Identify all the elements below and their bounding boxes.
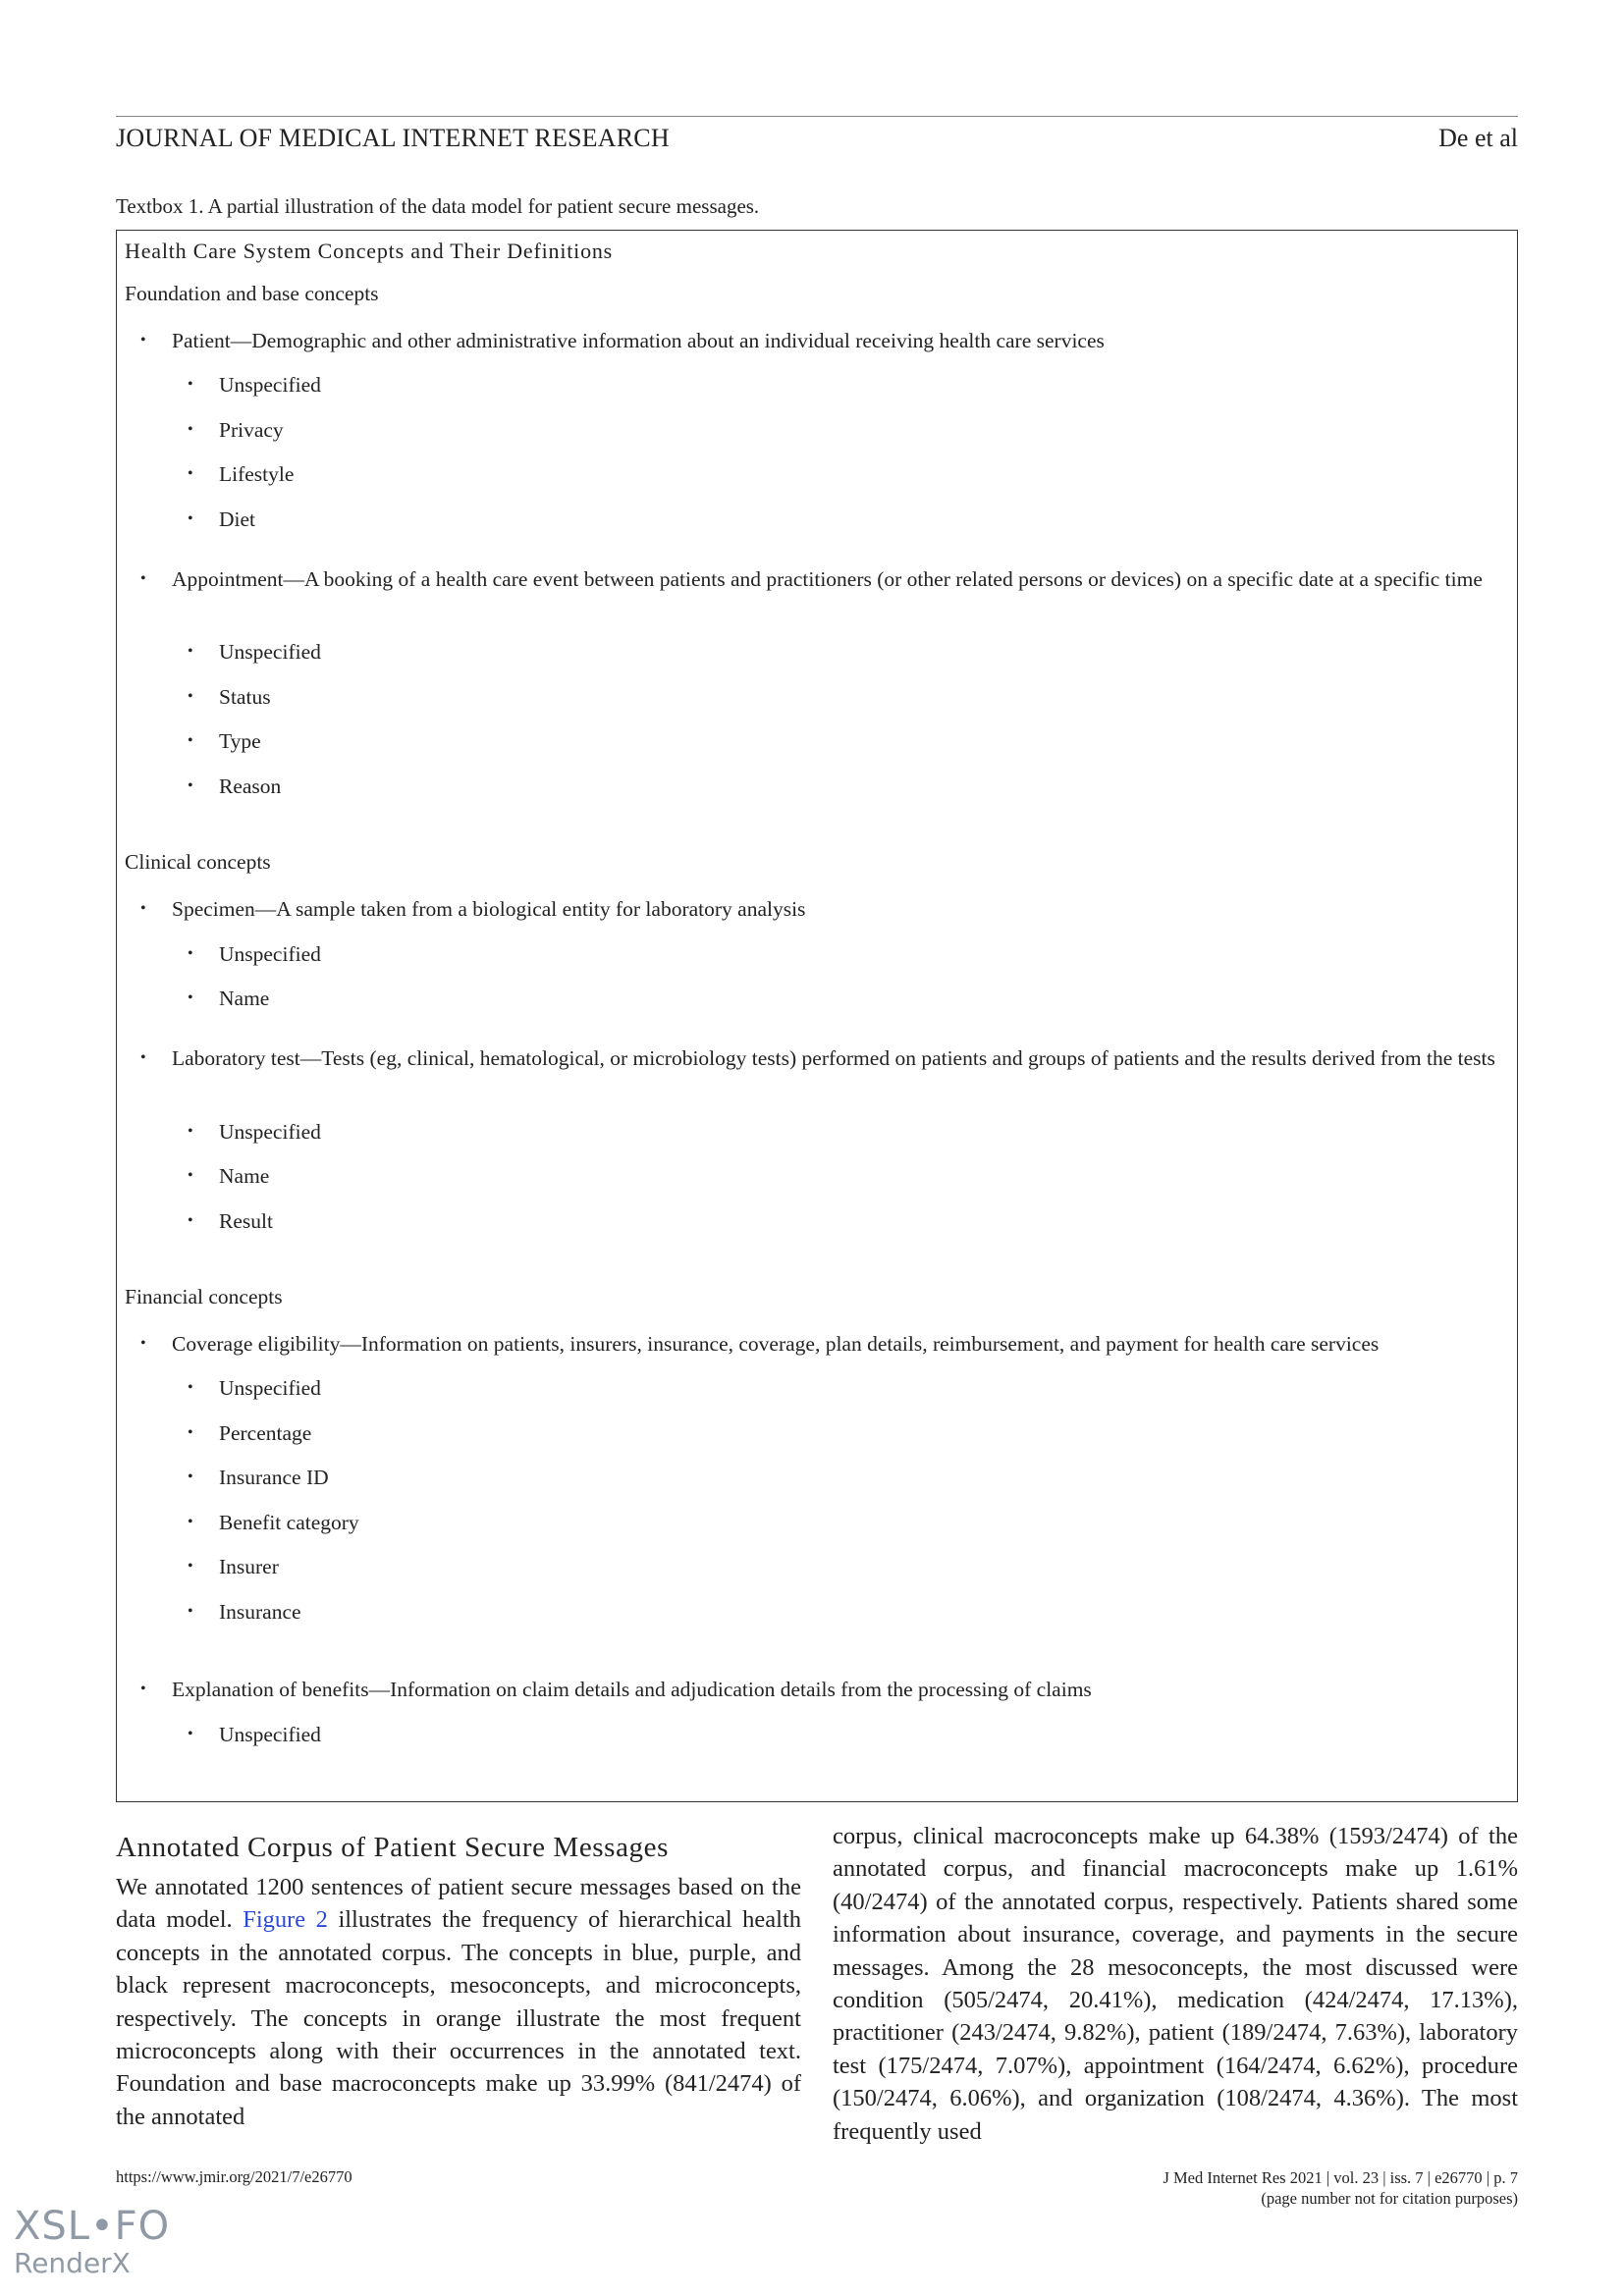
section-label: Clinical concepts: [125, 850, 271, 874]
list-subitem: • Unspecified: [188, 640, 321, 664]
textbox-title: Health Care System Concepts and Their Definitions: [125, 239, 614, 263]
list-subitem: • Privacy: [188, 418, 284, 442]
footer-citation: [1163, 2167, 1518, 2209]
list-item: • Patient—Demographic and other administrative information about an individual receiving health care services: [140, 329, 1105, 352]
textbox-caption: Textbox 1. A partial illustration of the data model for patient secure messages.: [116, 194, 760, 218]
journal-name: JOURNAL OF MEDICAL INTERNET RESEARCH: [116, 124, 670, 152]
list-subitem: • Unspecified: [188, 1120, 321, 1144]
list-subitem: • Lifestyle: [188, 462, 295, 486]
citation-note: (page number not for citation purposes): [1261, 2189, 1518, 2208]
list-subitem: • Diet: [188, 507, 256, 531]
list-subitem: • Result: [188, 1209, 273, 1233]
list-subitem: • Unspecified: [188, 373, 321, 397]
xslfo-renderx-logo: [14, 2205, 170, 2279]
header-rule: [116, 116, 1518, 117]
list-subitem: • Name: [188, 987, 270, 1010]
figure-2-link[interactable]: Figure 2: [243, 1906, 328, 1934]
list-subitem: • Status: [188, 685, 271, 709]
list-item: • Coverage eligibility—Information on patients, insurers, insurance, coverage, plan details, reimbursement, and payment for health care services: [140, 1332, 1380, 1356]
list-item: • Laboratory test—Tests (eg, clinical, hematological, or microbiology tests) performed on patients and groups of patients and the results derived from the tests: [140, 1046, 1495, 1070]
textbox: [116, 230, 1518, 1802]
section-label: Financial concepts: [125, 1285, 283, 1308]
body-column-right: corpus, clinical macroconcepts make up 64.38% (1593/2474) of the annotated corpus, and financial macroconcepts make up 1.61% (40/2474) of the annotated corpus, respectively. Patients shared some information about insurance, coverage, and payments in the secure messages. Among the 28 mesoconcepts, the most discussed were condition (505/2474, 20.41%), medication (424/2474, 17.13%), practitioner (243/2474, 9.82%), patient (189/2474, 7.63%), laboratory test (175/2474, 7.07%), appointment (164/2474, 6.62%), procedure (150/2474, 6.06%), and organization (108/2474, 4.36%). The most frequently used: [833, 1823, 1518, 2145]
list-subitem: • Unspecified: [188, 942, 321, 966]
list-subitem: • Reason: [188, 774, 282, 798]
section-heading: Annotated Corpus of Patient Secure Messages: [116, 1832, 669, 1863]
list-item: • Explanation of benefits—Information on claim details and adjudication details from the processing of claims: [140, 1678, 1092, 1701]
list-subitem: • Percentage: [188, 1421, 312, 1445]
footer-url[interactable]: https://www.jmir.org/2021/7/e26770: [116, 2167, 352, 2186]
list-item: • Appointment—A booking of a health care event between patients and practitioners (or other related persons or devices) on a specific date at a specific time: [140, 567, 1483, 591]
list-subitem: • Unspecified: [188, 1723, 321, 1746]
logo-line-2: RenderX: [14, 2247, 131, 2279]
list-subitem: • Insurer: [188, 1555, 279, 1578]
citation-line: J Med Internet Res 2021 | vol. 23 | iss. 7 | e26770 | p. 7: [1163, 2168, 1518, 2187]
list-subitem: • Benefit category: [188, 1511, 359, 1534]
list-subitem: • Insurance: [188, 1600, 301, 1624]
list-item: • Specimen—A sample taken from a biological entity for laboratory analysis: [140, 897, 806, 921]
list-subitem: • Name: [188, 1164, 270, 1188]
list-subitem: • Unspecified: [188, 1376, 321, 1400]
section-label: Foundation and base concepts: [125, 282, 379, 305]
body-column-left: We annotated 1200 sentences of patient secure messages based on the data model. Figure 2 illustrates the frequency of hierarchical health concepts in the annotated corpus. The concepts in blue, purple, and black represent macroconcepts, mesoconcepts, and microconcepts, respectively. The concepts in orange illustrate the most frequent microconcepts along with their occurrences in the annotated text. Foundation and base macroconcepts make up 33.99% (841/2474) of the annotated: [116, 1874, 802, 2130]
authors: De et al: [1438, 124, 1518, 152]
list-subitem: • Insurance ID: [188, 1466, 329, 1489]
logo-line-1: XSL•FO: [14, 2204, 171, 2249]
list-subitem: • Type: [188, 729, 261, 753]
